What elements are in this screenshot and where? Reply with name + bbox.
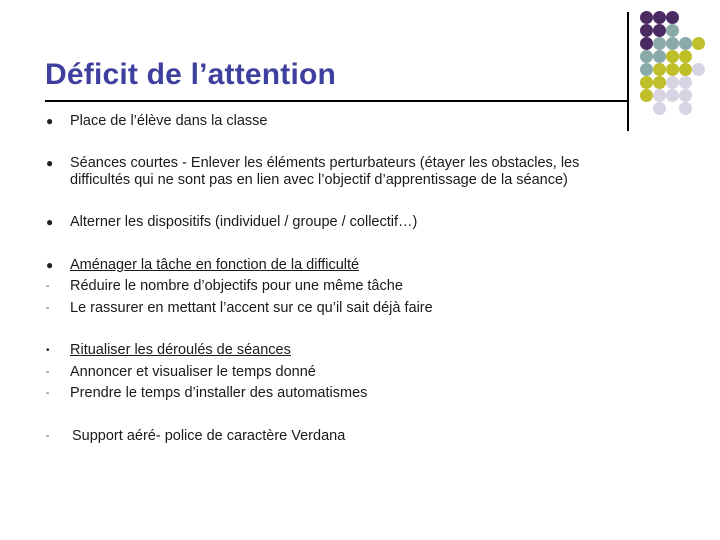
bullet-text-underlined: Ritualiser les déroulés de séances (70, 342, 291, 358)
decor-dot (679, 102, 692, 115)
bullet-disc: ● (46, 156, 54, 170)
decor-dot (653, 37, 666, 50)
dash-text: Prendre le temps d’installer des automatismes (70, 385, 368, 401)
dash-marker: - (46, 303, 50, 314)
dash-marker: - (46, 388, 50, 399)
bullet-disc: ● (46, 258, 54, 272)
decor-dot (653, 50, 666, 63)
title-underline (45, 100, 628, 102)
bullet-disc: ● (46, 114, 54, 128)
decor-dot (653, 102, 666, 115)
decor-dot (653, 63, 666, 76)
bullet-text-underlined: Aménager la tâche en fonction de la difficulté (70, 257, 360, 273)
decor-dot (679, 89, 692, 102)
decor-dot (666, 37, 679, 50)
bullet-text: difficultés qui ne sont pas en lien avec l’objectif d’apprentissage de la séance) (70, 172, 568, 188)
dash-text: Annoncer et visualiser le temps donné (70, 364, 316, 380)
decor-dot (640, 50, 653, 63)
decor-dot (653, 89, 666, 102)
bullet-small: • (46, 345, 50, 356)
decor-dot (640, 89, 653, 102)
decor-dot (653, 11, 666, 24)
decor-dot (640, 11, 653, 24)
decor-dot (666, 11, 679, 24)
bullet-disc: ● (46, 215, 54, 229)
dash-text: Réduire le nombre d’objectifs pour une même tâche (70, 278, 403, 294)
slide-title: Déficit de l’attention (45, 58, 337, 91)
decor-dot (640, 76, 653, 89)
decor-dot (679, 37, 692, 50)
decor-dot (666, 76, 679, 89)
decor-dot (679, 50, 692, 63)
dash-marker: - (46, 431, 50, 442)
decor-dot (679, 76, 692, 89)
decor-dot (666, 63, 679, 76)
bullet-text: Séances courtes - Enlever les éléments perturbateurs (étayer les obstacles, les (70, 155, 580, 171)
decor-dot (653, 24, 666, 37)
dash-text: Le rassurer en mettant l’accent sur ce qu’il sait déjà faire (70, 300, 433, 316)
dash-marker: - (46, 367, 50, 378)
bullet-text: Alterner les dispositifs (individuel / groupe / collectif…) (70, 214, 418, 230)
decor-vertical-line (627, 12, 629, 131)
decor-dot (653, 76, 666, 89)
dash-marker: - (46, 281, 50, 292)
decor-dot (640, 63, 653, 76)
decor-dot (666, 89, 679, 102)
decor-dot (679, 63, 692, 76)
decor-dot (692, 37, 705, 50)
bullet-text: Place de l’élève dans la classe (70, 113, 268, 129)
decor-dot (692, 63, 705, 76)
decor-dot (666, 50, 679, 63)
decor-dot (640, 24, 653, 37)
dash-text: Support aéré- police de caractère Verdana (72, 428, 346, 444)
decor-dot (640, 37, 653, 50)
decor-dot (666, 24, 679, 37)
